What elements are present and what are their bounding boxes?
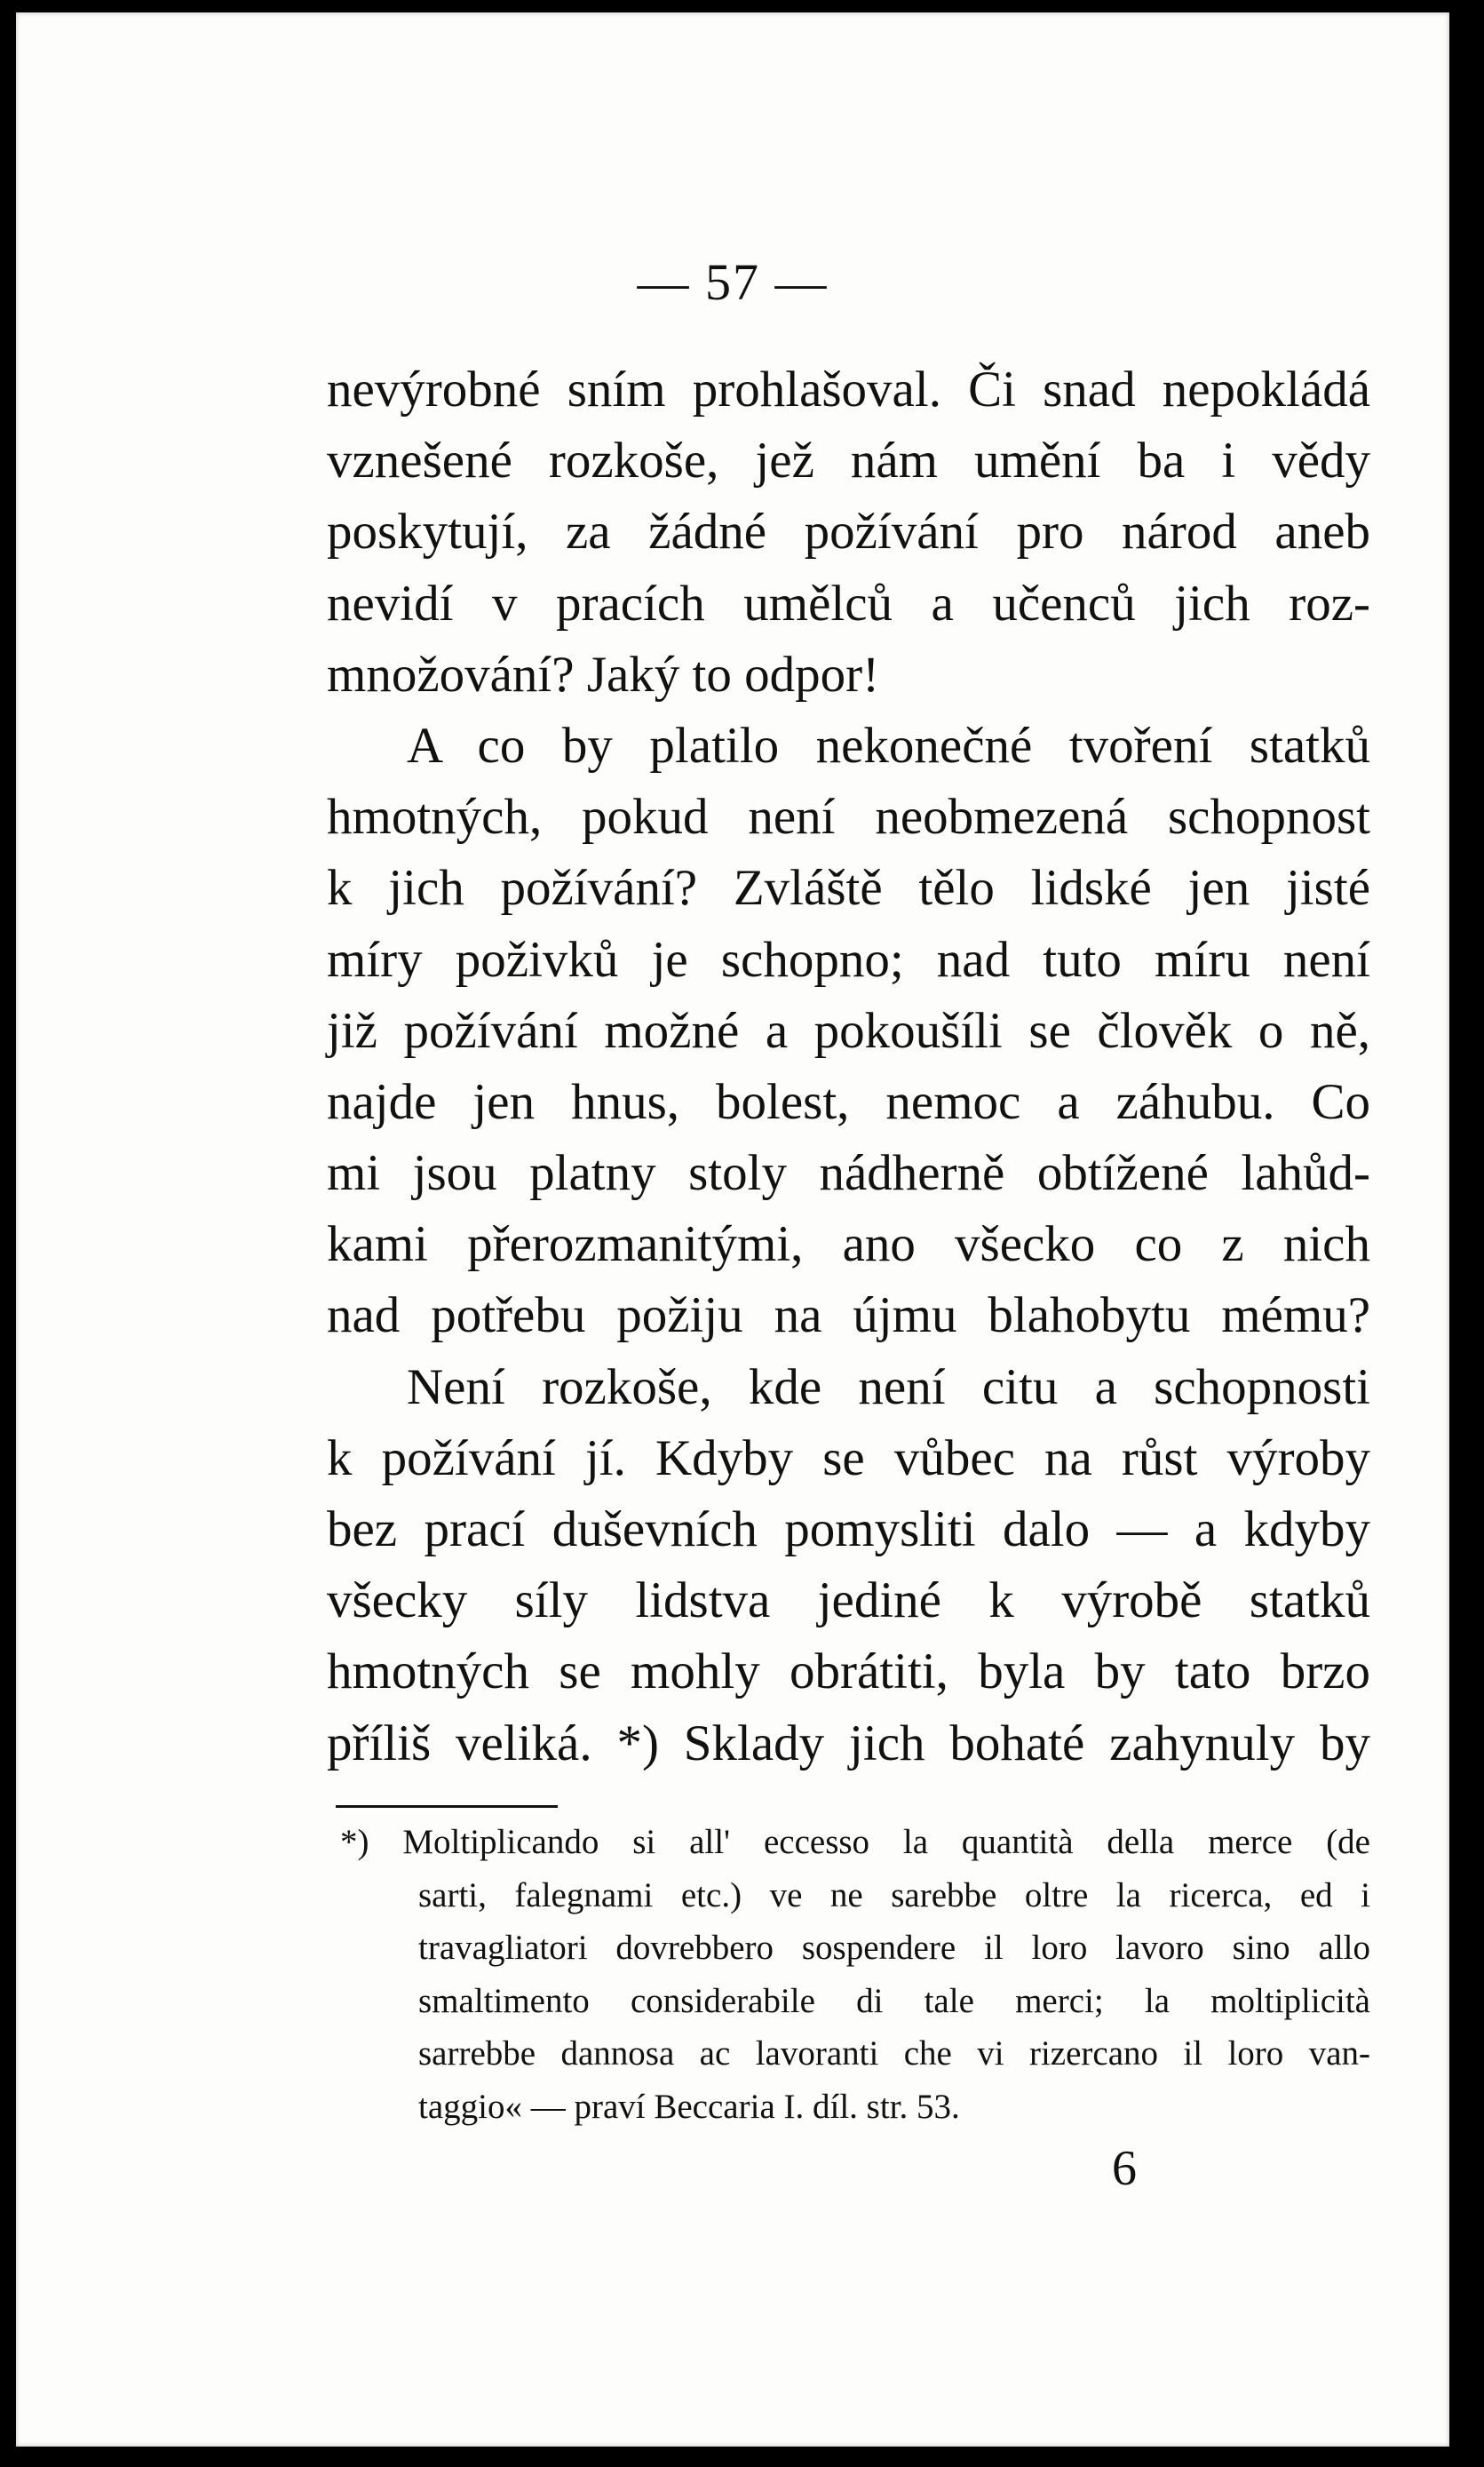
main-text	[327, 354, 1370, 1779]
text-line: mi jsou platny stoly nádherně obtížené lahůd-	[327, 1145, 1370, 1202]
footnote-line: *) Moltiplicando si all' eccesso la quantità della merce (de	[340, 1823, 1370, 1861]
text-line: vznešené rozkoše, jež nám umění ba i vědy	[327, 433, 1370, 489]
page-number: — 57 —	[637, 253, 829, 311]
text-line: bez prací duševních pomysliti dalo — a kdyby	[327, 1501, 1370, 1557]
footnote-divider	[336, 1805, 558, 1808]
signature-mark: 6	[1112, 2141, 1137, 2196]
text-line: A co by platilo nekonečné tvoření statků	[407, 717, 1370, 774]
text-line-underlined: Není rozkoše, kde není citu a schopnosti	[407, 1358, 1370, 1415]
text-line: najde jen hnus, bolest, nemoc a záhubu. Co	[327, 1073, 1370, 1130]
text-line: nad potřebu požiju na újmu blahobytu mému?	[327, 1287, 1370, 1344]
text-line: k požívání jí. Kdyby se vůbec na růst výroby	[327, 1429, 1370, 1486]
text-line: poskytují, za žádné požívání pro národ aneb	[327, 504, 1370, 561]
text-line: míry poživků je schopno; nad tuto míru není	[327, 931, 1370, 988]
text-line: hmotných, pokud není neobmezená schopnost	[327, 789, 1370, 846]
text-line: nevýrobné sním prohlašoval. Či snad nepokládá	[327, 362, 1370, 418]
text-line: již požívání možné a pokoušíli se člověk o ně,	[327, 1002, 1370, 1059]
footnote-line: travagliatori dovrebbero sospendere il loro lavoro sino allo	[418, 1929, 1370, 1967]
footnote-line: smaltimento considerabile di tale merci; la moltiplicità	[418, 1981, 1370, 2020]
footnote-line: sarrebbe dannosa ac lavoranti che vi rizercano il loro van-	[418, 2034, 1370, 2073]
footnote	[340, 1816, 1370, 2133]
text-line: k jich požívání? Zvláště tělo lidské jen jisté	[327, 860, 1370, 917]
text-line: všecky síly lidstva jediné k výrobě statků	[327, 1572, 1370, 1629]
book-page	[16, 12, 1449, 2447]
text-line: příliš veliká. *) Sklady jich bohaté zahynuly by	[327, 1715, 1370, 1771]
text-line: hmotných se mohly obrátiti, byla by tato brzo	[327, 1643, 1370, 1700]
footnote-line: sarti, falegnami etc.) ve ne sarebbe oltre la ricerca, ed i	[418, 1875, 1370, 1914]
footnote-line: taggio« — praví Beccaria I. díl. str. 53.	[418, 2087, 960, 2126]
text-line: kami přerozmanitými, ano všecko co z nich	[327, 1216, 1370, 1273]
text-line: nevidí v pracích umělců a učenců jich roz-	[327, 575, 1370, 632]
text-line: množování? Jaký to odpor!	[327, 646, 880, 703]
